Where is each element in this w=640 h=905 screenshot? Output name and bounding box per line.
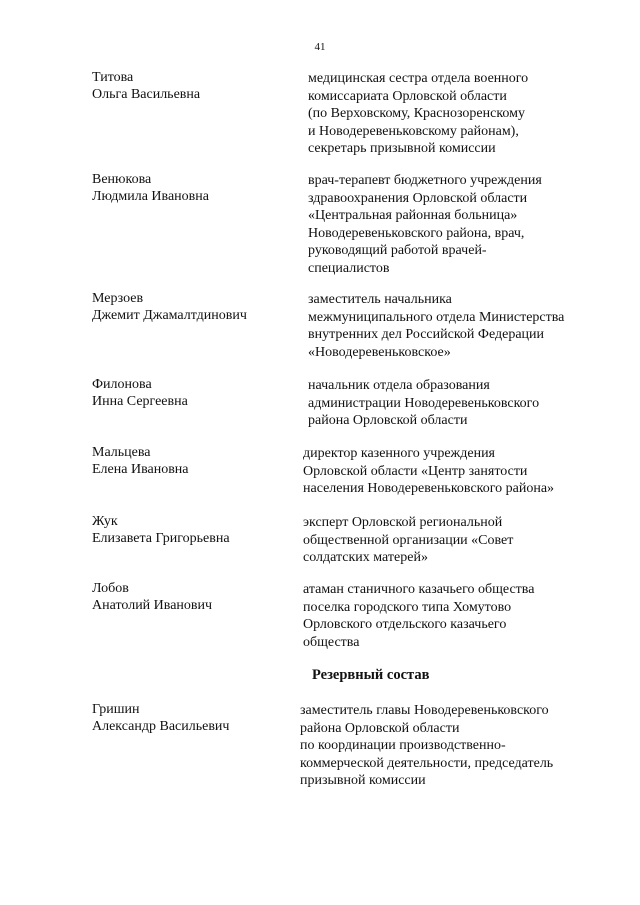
member-surname: Мальцева — [92, 445, 151, 460]
role-line: населения Новодеревеньковского района» — [303, 481, 555, 496]
role-line: общества — [303, 634, 360, 650]
member-name — [92, 445, 292, 478]
role-line: солдатских матерей» — [303, 550, 428, 565]
role-line: общественной организации «Совет — [303, 532, 514, 548]
role-line: заместитель начальника — [308, 292, 452, 307]
role-line: атаман станичного казачьего общества — [303, 582, 535, 597]
role-line: (по Верховскому, Краснозоренскому — [308, 106, 526, 121]
role-line: заместитель главы Новодеревеньковского — [300, 703, 549, 718]
role-line: Орловской области «Центр занятости — [303, 463, 528, 479]
role-line: эксперт Орловской региональной — [303, 515, 503, 530]
role-line: «Центральная районная больница» — [308, 208, 518, 223]
member-name — [92, 291, 292, 324]
member-surname: Филонова — [92, 377, 152, 392]
role-line: здравоохранения Орловской области — [308, 190, 528, 206]
member-given-names: Елизавета Григорьевна — [92, 530, 230, 546]
role-line: Орловского отдельского казачьего — [303, 617, 507, 632]
role-line: начальник отдела образования — [308, 378, 490, 393]
member-surname: Жук — [92, 514, 118, 529]
member-role — [303, 445, 603, 498]
role-line: и Новодеревеньковскому районам), — [308, 123, 519, 139]
role-line: комиссариата Орловской области — [308, 88, 507, 104]
member-surname: Венюкова — [92, 172, 152, 187]
role-line: Новодеревеньковского района, врач, — [308, 225, 525, 241]
role-line: по координации производственно- — [300, 738, 506, 753]
role-line: медицинская сестра отдела военного — [308, 71, 529, 86]
role-line: врач-терапевт бюджетного учреждения — [308, 173, 542, 188]
role-line: коммерческой деятельности, председатель — [300, 755, 554, 771]
member-role — [303, 514, 603, 567]
member-given-names: Елена Ивановна — [92, 461, 189, 477]
role-line: директор казенного учреждения — [303, 446, 495, 461]
role-line: специалистов — [308, 260, 390, 276]
member-given-names: Инна Сергеевна — [92, 393, 188, 409]
role-line: поселка городского типа Хомутово — [303, 599, 512, 615]
member-role — [308, 291, 608, 361]
role-line: руководящий работой врачей- — [308, 243, 487, 258]
member-name — [92, 702, 292, 735]
member-surname: Гришин — [92, 702, 140, 717]
role-line: призывной комиссии — [300, 773, 426, 788]
member-name — [92, 514, 292, 547]
member-name — [92, 377, 292, 410]
member-role — [300, 702, 600, 790]
role-line: «Новодеревеньковское» — [308, 344, 451, 360]
member-name — [92, 172, 292, 205]
member-role — [303, 581, 603, 651]
role-line: района Орловской области — [308, 413, 468, 428]
member-given-names: Джемит Джамалтдинович — [92, 307, 247, 323]
reserve-section-title: Резервный состав — [312, 667, 430, 683]
role-line: межмуниципального отдела Министерства — [308, 309, 565, 325]
member-surname: Лобов — [92, 581, 129, 596]
role-line: района Орловской области — [300, 720, 460, 736]
member-role — [308, 377, 608, 430]
member-given-names: Ольга Васильевна — [92, 86, 201, 102]
member-surname: Титова — [92, 70, 134, 85]
role-line: секретарь призывной комиссии — [308, 141, 496, 156]
member-name — [92, 70, 292, 103]
role-line: администрации Новодеревеньковского — [308, 395, 540, 411]
member-name — [92, 581, 292, 614]
member-given-names: Анатолий Иванович — [92, 597, 213, 613]
role-line: внутренних дел Российской Федерации — [308, 327, 545, 342]
member-given-names: Александр Васильевич — [92, 718, 230, 734]
member-surname: Мерзоев — [92, 291, 144, 306]
page-number: 41 — [314, 41, 326, 53]
member-role — [308, 172, 608, 277]
member-given-names: Людмила Ивановна — [92, 188, 209, 204]
member-role — [308, 70, 608, 158]
